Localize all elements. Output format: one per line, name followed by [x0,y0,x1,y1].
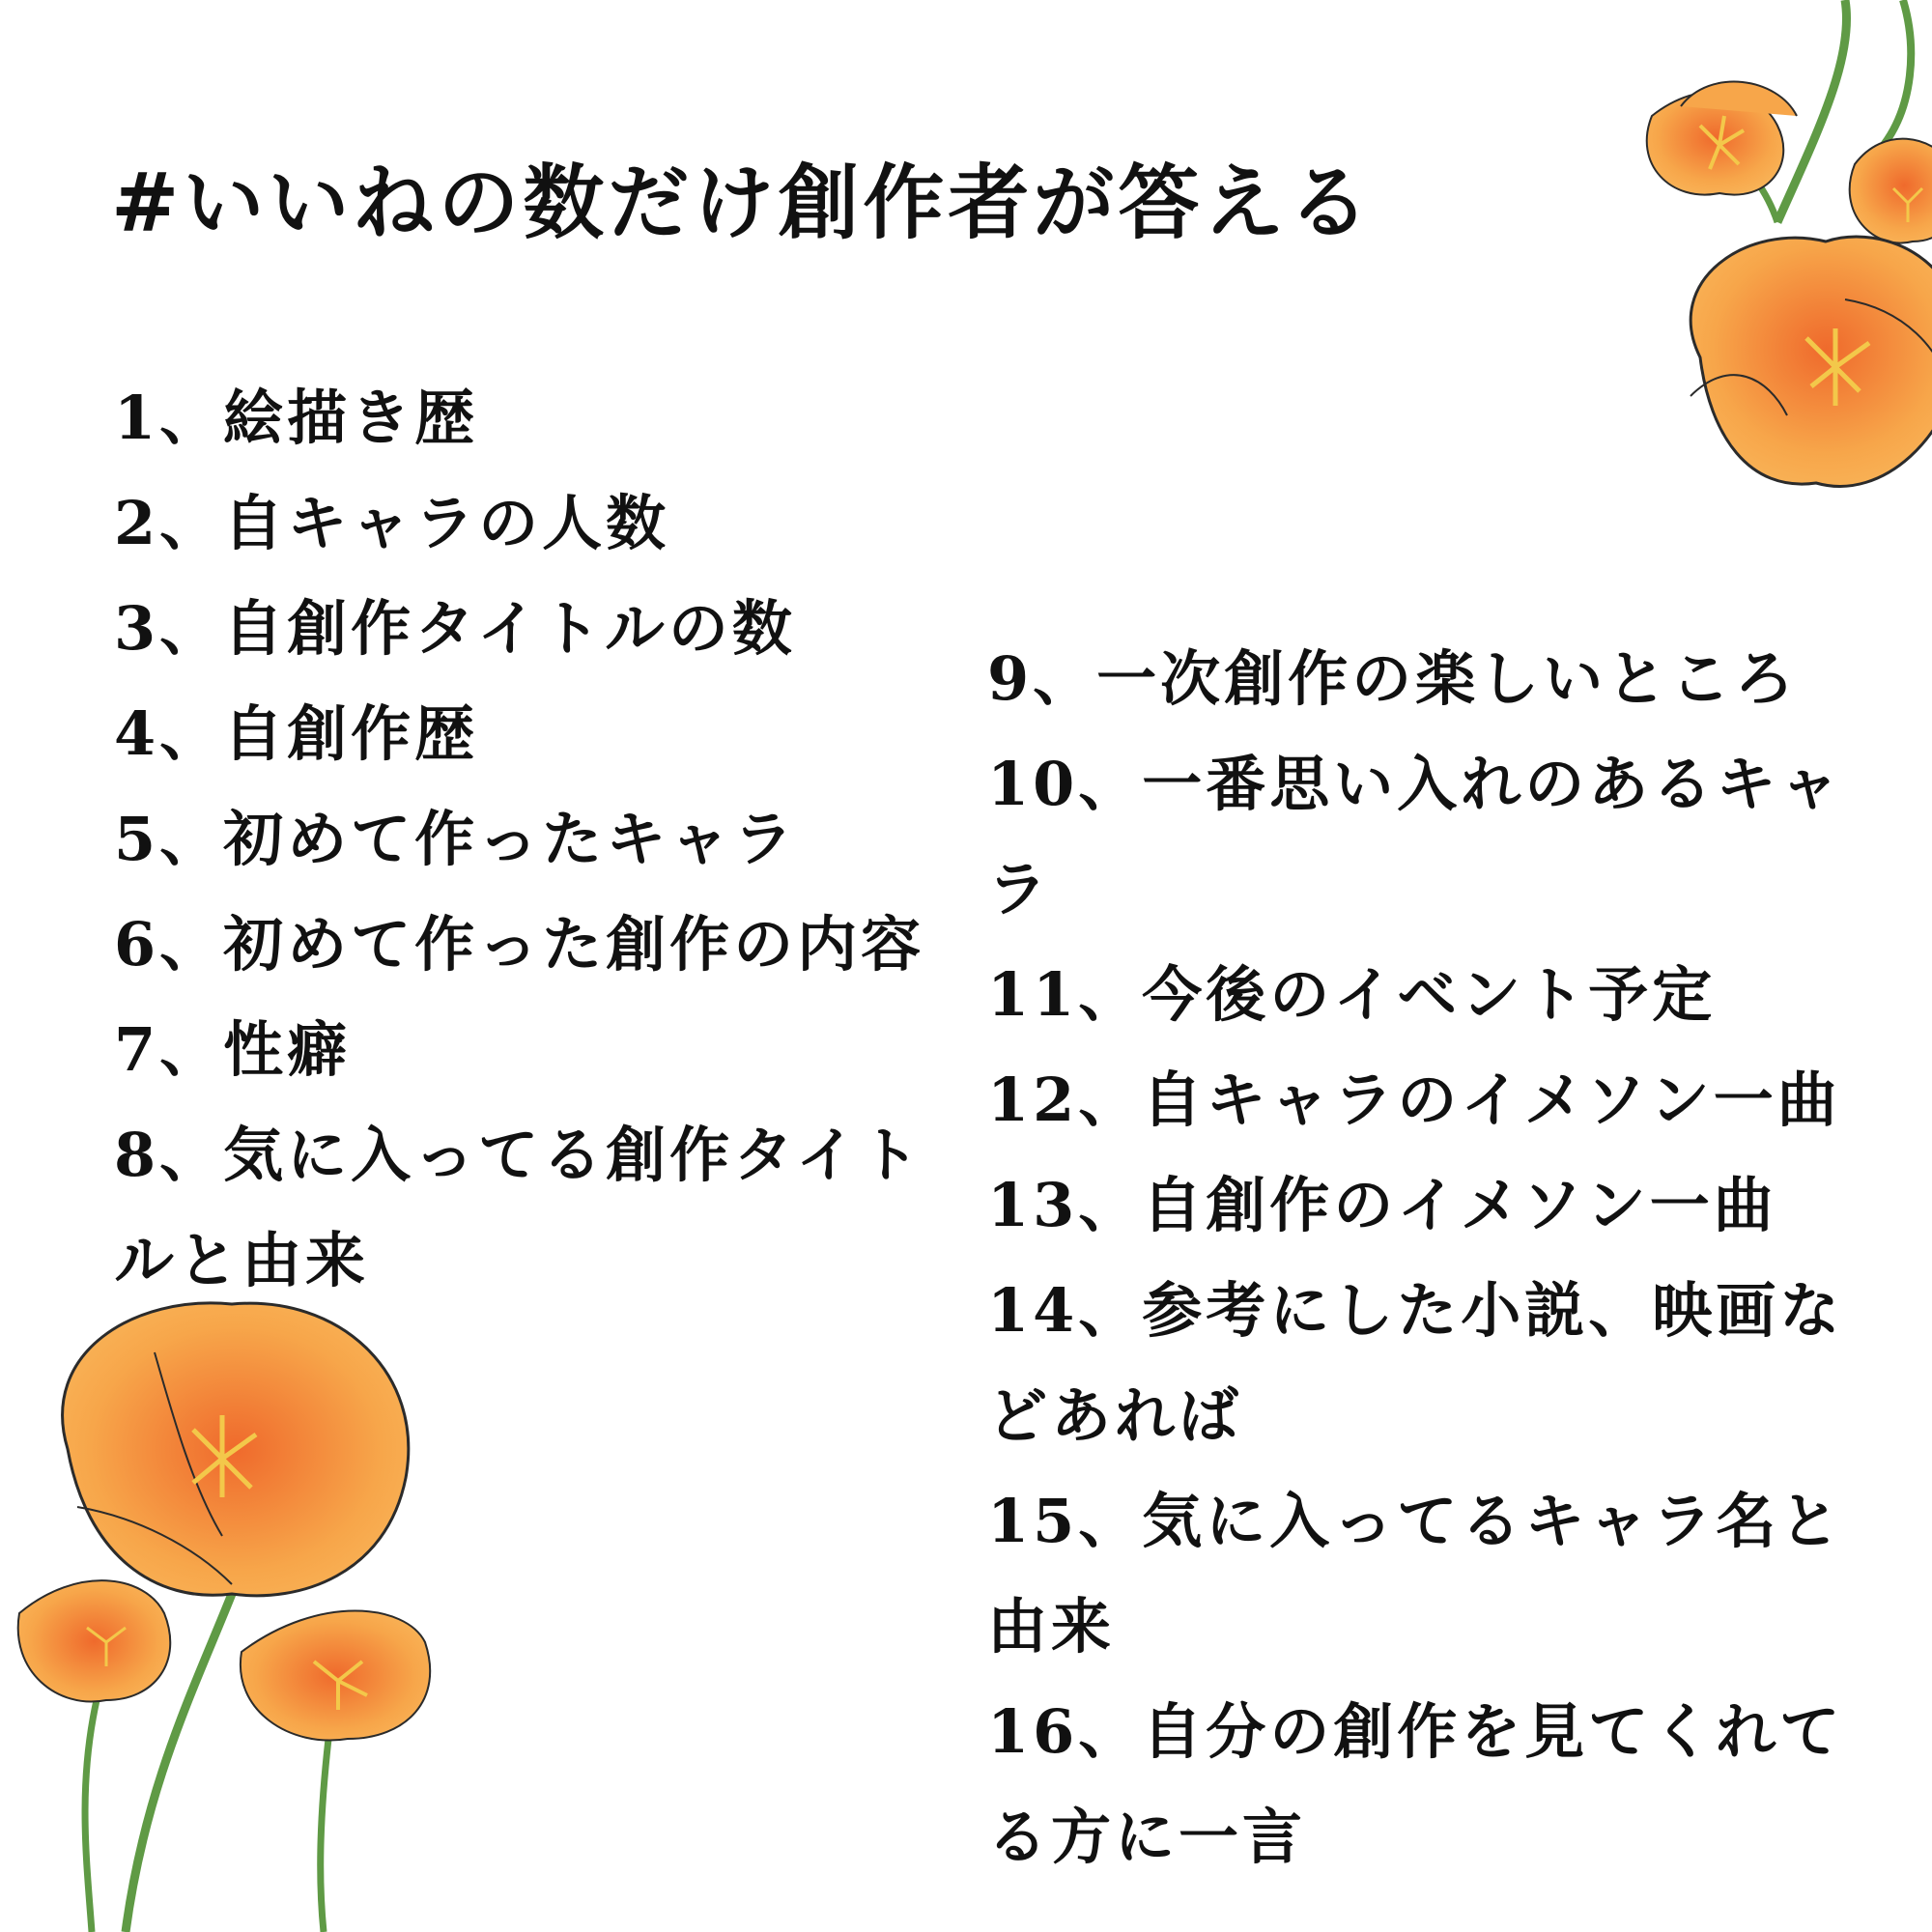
list-item: 16、自分の創作を見てくれてる方に一言 [987,1696,1844,1872]
list-item: 11、今後のイベント予定 [987,959,1717,1030]
list-item: 4、自創作歴 [114,698,479,769]
list-item: 8、気に入ってる創作タイトルと由来 [114,1120,923,1295]
list-item: 14、参考にした小説、映画などあれば [987,1275,1844,1451]
list-item: 10、一番思い入れのあるキャラ [987,749,1844,924]
poppy-flower-icon [0,1285,464,1932]
question-list-left [114,365,974,1313]
question-list-right [987,626,1876,1889]
list-item: 1、絵描き歴 [114,383,479,453]
list-item: 3、自創作タイトルの数 [114,593,796,664]
page-title: #いいねの数だけ創作者が答える [111,155,1374,250]
list-item: 13、自創作のイメソン一曲 [987,1170,1777,1240]
list-item: 9、一次創作の楽しいところ [987,643,1799,714]
list-item: 12、自キャラのイメソン一曲 [987,1065,1841,1135]
list-item: 15、気に入ってるキャラ名と由来 [987,1486,1844,1662]
poppy-flower-icon [1430,0,1932,541]
list-item: 6、初めて作った創作の内容 [114,909,925,980]
list-item: 2、自キャラの人数 [114,488,670,558]
list-item: 7、性癖 [114,1014,352,1085]
list-item: 5、初めて作ったキャラ [114,804,798,874]
